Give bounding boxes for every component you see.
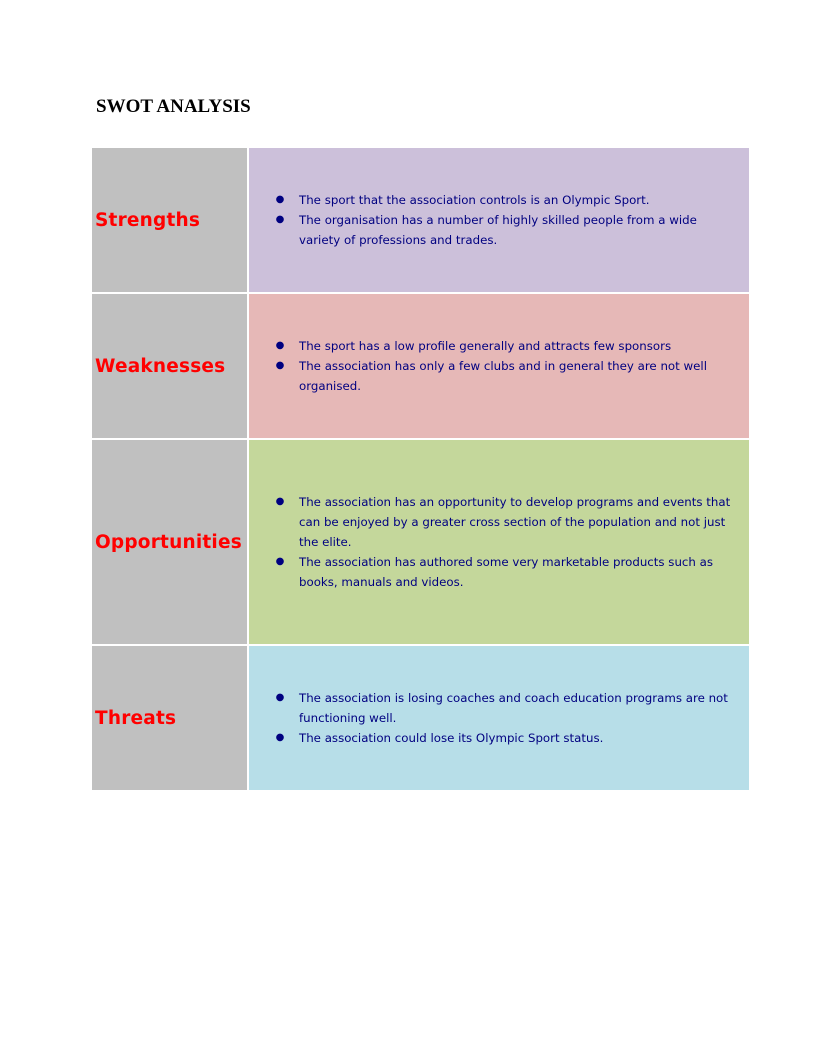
bullet-icon: ●: [275, 360, 285, 371]
list-item-text: The association has only a few clubs and in general they are not well organised.: [299, 359, 707, 393]
opportunities-heading: Opportunities: [95, 531, 242, 553]
list-item: [275, 336, 737, 356]
opportunities-list: [275, 492, 737, 592]
list-item: [275, 492, 737, 552]
list-item-text: The sport has a low profile generally and attracts few sponsors: [299, 339, 672, 353]
threats-heading: Threats: [95, 707, 177, 729]
list-item-text: The sport that the association controls is an Olympic Sport.: [299, 193, 650, 207]
list-item: [275, 728, 737, 748]
bullet-icon: ●: [275, 556, 285, 567]
document-title: SWOT ANALYSIS: [96, 96, 251, 117]
list-item: [275, 190, 737, 210]
strengths-heading: Strengths: [95, 209, 201, 231]
list-item: [275, 356, 737, 396]
list-item: [275, 552, 737, 592]
threats-content-cell: [248, 645, 750, 791]
bullet-icon: ●: [275, 692, 285, 703]
strengths-label-cell: [91, 147, 248, 293]
swot-table: [91, 147, 750, 791]
list-item: [275, 688, 737, 728]
opportunities-label-cell: [91, 439, 248, 645]
bullet-icon: ●: [275, 496, 285, 507]
opportunities-content-cell: [248, 439, 750, 645]
strengths-list: [275, 190, 737, 250]
threats-list: [275, 688, 737, 748]
weaknesses-label-cell: [91, 293, 248, 439]
list-item: [275, 210, 737, 250]
bullet-icon: ●: [275, 340, 285, 351]
list-item-text: The organisation has a number of highly skilled people from a wide variety of professions and trades.: [299, 213, 697, 247]
swot-row-opportunities: [91, 439, 750, 645]
weaknesses-list: [275, 336, 737, 396]
list-item-text: The association is losing coaches and coach education programs are not functioning well.: [299, 691, 728, 725]
list-item-text: The association has an opportunity to develop programs and events that can be enjoyed by a greater cross section of the population and not just the elite.: [299, 495, 731, 549]
weaknesses-content-cell: [248, 293, 750, 439]
bullet-icon: ●: [275, 214, 285, 225]
strengths-content-cell: [248, 147, 750, 293]
swot-row-threats: [91, 645, 750, 791]
list-item-text: The association has authored some very marketable products such as books, manuals and videos.: [299, 555, 714, 589]
swot-row-weaknesses: [91, 293, 750, 439]
list-item-text: The association could lose its Olympic Sport status.: [299, 731, 604, 745]
bullet-icon: ●: [275, 732, 285, 743]
bullet-icon: ●: [275, 194, 285, 205]
weaknesses-heading: Weaknesses: [95, 355, 226, 377]
threats-label-cell: [91, 645, 248, 791]
swot-row-strengths: [91, 147, 750, 293]
